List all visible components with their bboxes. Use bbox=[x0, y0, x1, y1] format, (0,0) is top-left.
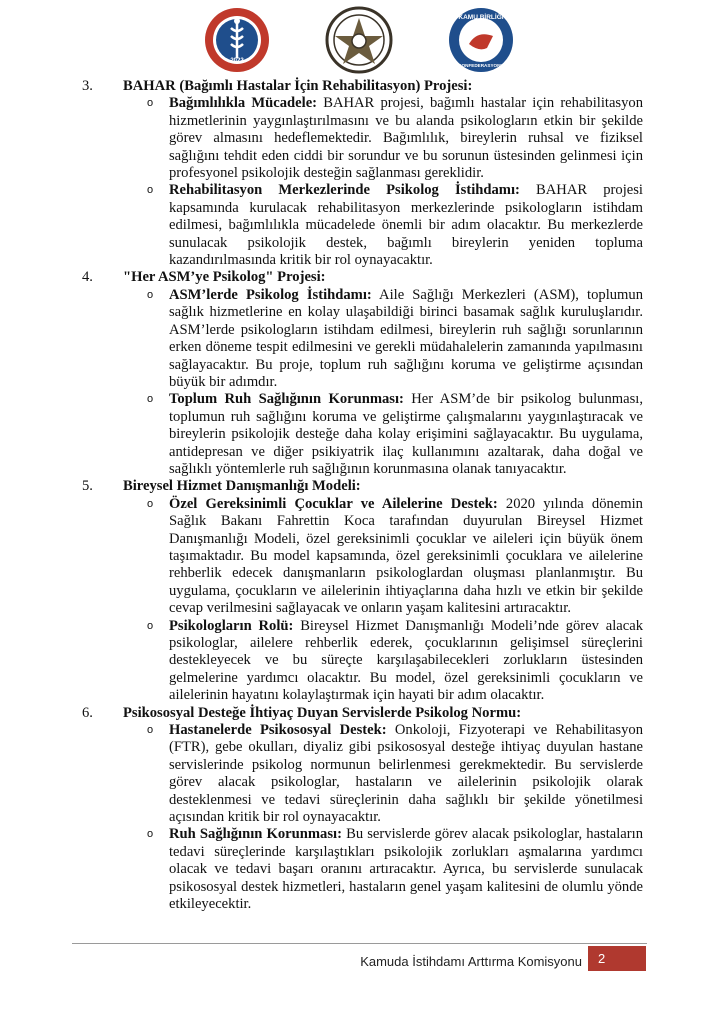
item-title: Bağımlılıkla Mücadele: bbox=[169, 95, 318, 112]
circle-bullet-icon: o bbox=[147, 184, 154, 197]
section-her-asm bbox=[82, 269, 643, 478]
item-title: Ruh Sağlığının Korunması: bbox=[169, 826, 342, 843]
item-text: BAHAR projesi, bağımlı hastalar için rehabilitasyon hizmetlerinin yaygınlaştırılmasını ve bu alanda psikologların etkin bir şekilde görev almasını hedeflemektedir. Bağımlılık, bireylerin ruhsal ve fiziksel sağlığını tehdit eden ciddi bir sorundur ve bu sorunun üstesinden gelinmesi için profesyonel psikolojik desteğin sağlanması gereklidir. bbox=[169, 95, 643, 182]
item-title: Psikologların Rolü: bbox=[169, 617, 294, 634]
project-list bbox=[82, 78, 643, 914]
svg-text:2022: 2022 bbox=[230, 58, 244, 64]
item-text: Onkoloji, Fizyoterapi ve Rehabilitasyon (FTR), gebe okulları, diyaliz gibi psikososyal desteğe ihtiyaç duyulan hastane servislerinde psikolog normunun belirlenmesi gerekmektedir. Bu servislerde görev alacak psikologlar, hastaların ve ailelerinin psikolojik olarak desteklenmesi ve tedavi süreçlerinin daha sağlıklı bir şekilde yönetilmesi açısından kritik bir rol oynayacaktır. bbox=[169, 722, 643, 826]
kamu-birligi-emblem-logo bbox=[325, 6, 393, 74]
item-text: Aile Sağlığı Merkezleri (ASM), toplumun sağlık hizmetlerine en kolay ulaşabildiği birinci basamak sağlık kuruluşlarıdır. ASM’lerde psikologların istihdam edilmesi, bireylerin ruh sağlığı sorunlarının erken döneme tespit edilmesini ve gerekli müdahalelerin zamanında yapılmasını sağlayacaktır. Bu proje, toplum ruh sağlığını koruma ve geliştirme açısından büyük bir adımdır. bbox=[169, 286, 643, 390]
section-psikososyal-destek bbox=[82, 704, 643, 914]
document-body bbox=[82, 78, 643, 914]
section-number: 3. bbox=[82, 78, 93, 94]
svg-text:KAMU BİRLİĞİ: KAMU BİRLİĞİ bbox=[458, 14, 504, 21]
header-logos bbox=[0, 6, 718, 74]
circle-bullet-icon: o bbox=[147, 724, 154, 737]
list-item bbox=[103, 826, 643, 913]
svg-text:KONFEDERASYONU: KONFEDERASYONU bbox=[458, 63, 504, 68]
section-heading: "Her ASM’ye Psikolog" Projesi: bbox=[123, 269, 326, 286]
circle-bullet-icon: o bbox=[147, 497, 154, 510]
section-bireysel-hizmet bbox=[82, 478, 643, 704]
circle-bullet-icon: o bbox=[147, 619, 154, 632]
section-heading: BAHAR (Bağımlı Hastalar İçin Rehabilitasyon) Projesi: bbox=[123, 78, 473, 94]
circle-bullet-icon: o bbox=[147, 97, 154, 110]
item-title: Özel Gereksinimli Çocuklar ve Ailelerine Destek: bbox=[169, 495, 498, 512]
list-item bbox=[103, 722, 643, 826]
section-number: 6. bbox=[82, 704, 93, 721]
genc-saglik-sendikasi-logo bbox=[203, 6, 271, 74]
list-item bbox=[103, 496, 643, 618]
footer-title: Kamuda İstihdamı Arttırma Komisyonu bbox=[360, 954, 582, 969]
circle-bullet-icon: o bbox=[147, 393, 154, 406]
list-item bbox=[103, 95, 643, 182]
list-item bbox=[103, 287, 643, 391]
item-title: ASM’lerde Psikolog İstihdamı: bbox=[169, 286, 372, 303]
item-text: 2020 yılında dönemin Sağlık Bakanı Fahrettin Koca tarafından duyurulan Bireysel Hizmet Danışmanlığı Modeli, özel gereksinimli çocuklar ve aileleri için büyük önem taşımaktadır. Bu model kapsamında, özel gereksinimli çocuklara ve ailelerine rehberlik edecek danışmanların psikologlardan oluşması planlanmıştır. Bu uygulama, çocukların ve ailelerinin ihtiyaçlarına daha hızlı ve etkin bir şekilde cevap verilmesini sağlayacak ve onların yaşam kalitesini artıracaktır. bbox=[169, 495, 643, 617]
section-number: 5. bbox=[82, 478, 93, 495]
section-heading: Bireysel Hizmet Danışmanlığı Modeli: bbox=[123, 478, 361, 495]
item-text: Bu servislerde görev alacak psikologlar, hastaların tedavi süreçlerinde karşılaştıkları psikolojik zorlukları aşmalarına yardımcı olacak ve tedavi başarı oranını artıracaktır. Ayrıca, bu servislerde sunulacak psikososyal destek hizmetleri, hastaların genel yaşam kalitesini de olumlu yönde etkileyecektir. bbox=[169, 826, 643, 913]
kamu-birligi-konfederasyonu-logo bbox=[447, 6, 515, 74]
item-title: Hastanelerde Psikososyal Destek: bbox=[169, 722, 387, 739]
item-title: Toplum Ruh Sağlığının Korunması: bbox=[169, 391, 404, 408]
section-bahar bbox=[82, 78, 643, 269]
section-number: 4. bbox=[82, 269, 93, 286]
list-item bbox=[103, 618, 643, 705]
list-item bbox=[103, 182, 643, 269]
section-heading: Psikososyal Desteğe İhtiyaç Duyan Servislerde Psikolog Normu: bbox=[123, 704, 522, 721]
page-number: 2 bbox=[588, 946, 646, 971]
circle-bullet-icon: o bbox=[147, 828, 154, 841]
item-text: Her ASM’de bir psikolog bulunması, toplumun ruh sağlığını koruma ve geliştirme çalışmalarını yaygınlaştıracak ve bireylerin psikolojik desteğe daha kolay erişimini sağlayacaktır. Bu uygulama, antidepresan ve diğer psikiyatrik ilaç kullanımını azaltarak, daha doğal ve sağlıklı yöntemlerle ruh sağlığının korunmasına olanak tanıyacaktır. bbox=[169, 391, 643, 477]
list-item bbox=[103, 391, 643, 478]
item-text: BAHAR projesi kapsamında kurulacak rehabilitasyon merkezlerinde psikologların istihdam edilmesi, bağımlılıkla mücadelede önemli bir adım olacaktır. Bu merkezlerde sunulacak psikolojik destek, bağımlı bireylerin yeniden topluma kazandırılmasında kritik bir rol oynayacaktır. bbox=[169, 182, 643, 269]
circle-bullet-icon: o bbox=[147, 288, 154, 301]
item-text: Bireysel Hizmet Danışmanlığı Modeli’nde görev alacak psikologlar, ailelere rehberlik ederek, çocuklarının gelişimsel süreçlerini destekleyecek ve bu süreçte karşılaşabilecekleri zorlukların üstesinden gelmelerine yardımcı olacaktır. Bu model, özel gereksinimli çocukların ve ailelerinin hayatını kolaylaştırmak için hayati bir adım olacaktır. bbox=[169, 617, 643, 704]
item-title: Rehabilitasyon Merkezlerinde Psikolog İstihdamı: bbox=[169, 182, 520, 199]
footer-divider bbox=[72, 943, 647, 944]
